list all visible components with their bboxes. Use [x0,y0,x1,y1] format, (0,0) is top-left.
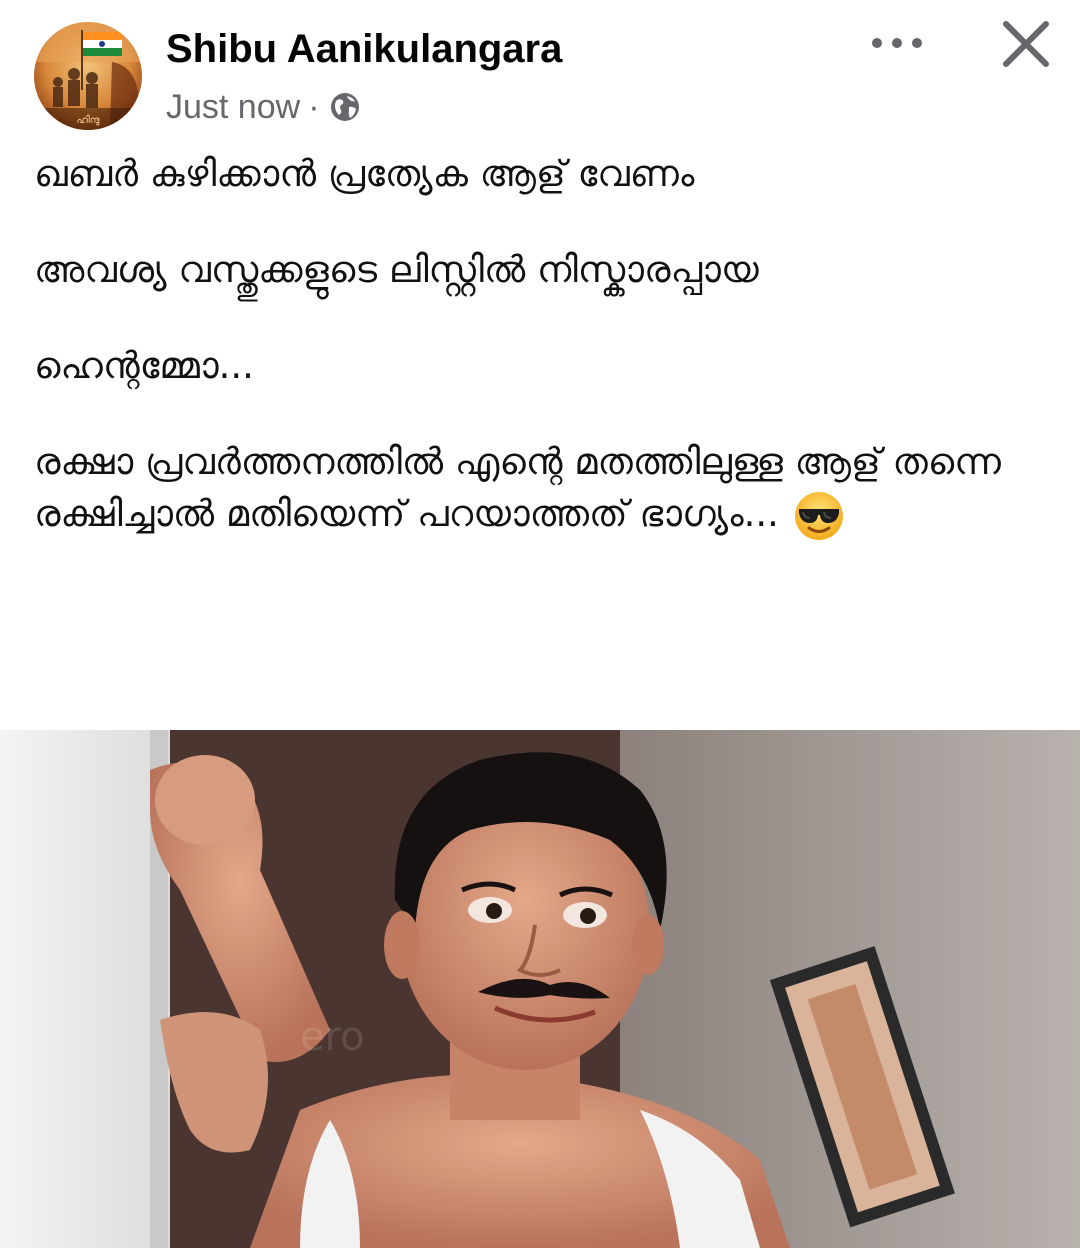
timestamp[interactable]: Just now [166,87,301,126]
more-horizontal-icon [869,36,925,50]
globe-icon [328,90,362,124]
post-paragraph-4 [34,436,1044,542]
meta-separator: · [308,87,320,126]
post-paragraph-3: ഹെന്റമ്മോ... [34,344,254,387]
post-paragraph-2: അവശ്യ വസ്തുക്കളുടെ ലിസ്റ്റിൽ നിസ്കാരപ്പായ [34,248,759,291]
author-avatar[interactable] [34,22,142,130]
author-name[interactable]: Shibu Aanikulangara [166,27,563,71]
close-icon [996,14,1056,74]
post-paragraph-1: ഖബർ കുഴിക്കാൻ പ്രത്യേക ആള് വേണം [34,152,695,195]
close-button[interactable] [996,14,1056,74]
post-meta [166,86,362,128]
meme-photo [0,730,1080,1248]
avatar-text: ഹിന്ദു [76,115,100,126]
sunglasses-smiley-icon [793,490,845,542]
svg-text:ero: ero [300,1014,365,1060]
post-text [34,148,1044,586]
post-paragraph-4-text: രക്ഷാ പ്രവർത്തനത്തിൽ എന്റെ മതത്തിലുള്ള ആള് തന്നെ രക്ഷിച്ചാൽ മതിയെന്ന് പറയാത്തത് ഭാഗ്യം... [34,440,1001,535]
post-photo[interactable] [0,730,1080,1248]
post-header [0,0,1080,140]
more-options-button[interactable] [862,20,932,66]
